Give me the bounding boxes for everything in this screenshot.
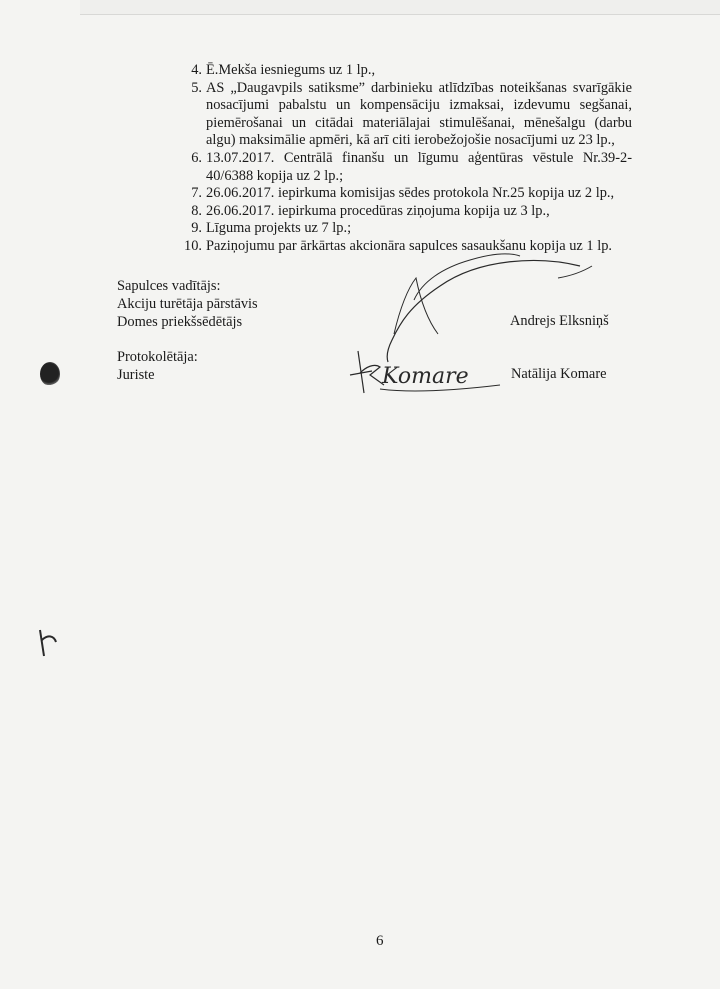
margin-mark-icon: [34, 626, 64, 662]
list-item: 4. Ē.Mekša iesniegums uz 1 lp.,: [191, 62, 376, 78]
list-item: 9. Līguma projekts uz 7 lp.;: [191, 220, 352, 237]
page-top-edge: [80, 0, 720, 15]
list-item: 7. 26.06.2017. iepirkuma komisijas sēdes protokola Nr.25 kopija uz 2 lp.,: [191, 185, 615, 202]
list-item: 10. Paziņojumu par ārkārtas akcionāra sapulces sasaukšanu kopija uz 1 lp.: [184, 237, 613, 254]
list-item: 5. AS „Daugavpils satiksme” darbinieku atlīdzības noteikšanas svarīgākie nosacījumi pabalstu un kompensāciju izmaksai, izdevumu segšanai, piemērošanai un citādai materiālajai stimulēšanai, mēnešalgu (darbu algu) maksimālie apmēri, kā arī citi ierobežojošie nosacījumi uz 23 lp.,: [191, 79, 632, 149]
chair-role-line: Domes priekšsēdētājs: [117, 314, 243, 330]
secretary-role-line: Juriste: [117, 367, 155, 383]
secretary-signature-block: [117, 348, 198, 384]
page-number: 6: [376, 933, 384, 949]
chair-role-line: Sapulces vadītājs:: [117, 278, 221, 294]
chair-signature-block: [117, 277, 258, 331]
secretary-name: Natālija Komare: [511, 366, 607, 382]
secretary-signature-text: Komare: [382, 364, 469, 389]
list-item: 8. 26.06.2017. iepirkuma procedūras ziņojuma kopija uz 3 lp.,: [191, 202, 550, 219]
chair-role-line: Akciju turētāja pārstāvis: [117, 296, 258, 312]
attachments-list: [176, 62, 632, 256]
chair-name: Andrejs Elksniņš: [510, 313, 609, 329]
secretary-role-line: Protokolētāja:: [117, 349, 198, 365]
list-item: 6. 13.07.2017. Centrālā finanšu un līgumu aģentūras vēstule Nr.39-2-40/6388 kopija uz 2 lp.;: [191, 149, 632, 184]
punch-hole: [40, 362, 60, 386]
secretary-signature-image: [340, 345, 510, 405]
